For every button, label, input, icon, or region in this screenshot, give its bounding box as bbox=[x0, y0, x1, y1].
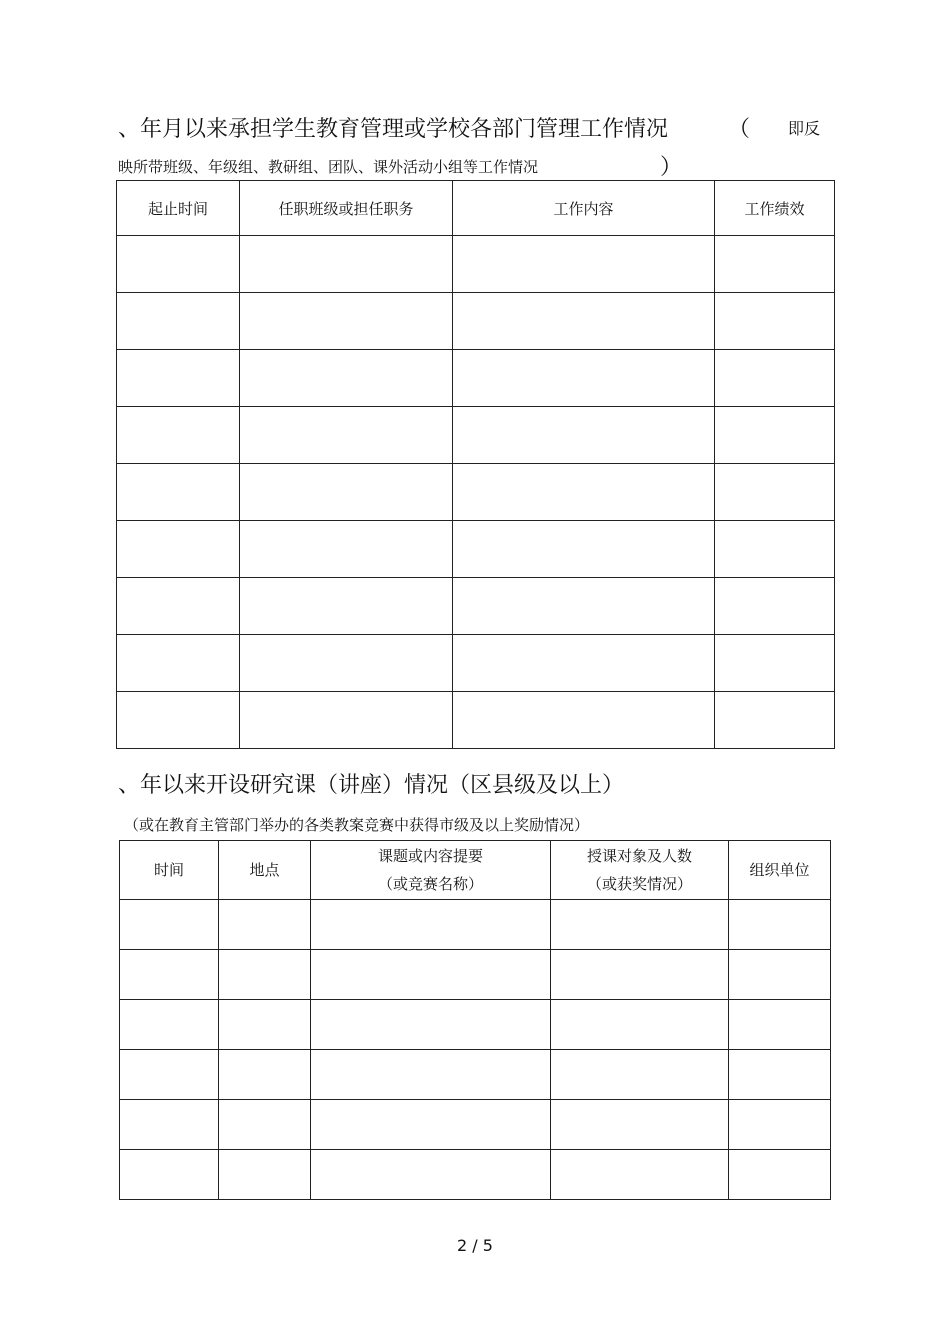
table-header-row bbox=[117, 181, 835, 236]
section2-title: 、年以来开设研究课（讲座）情况（区县级及以上） bbox=[118, 773, 625, 798]
table-cell[interactable] bbox=[240, 692, 453, 749]
table-cell[interactable] bbox=[240, 521, 453, 578]
table-cell[interactable] bbox=[120, 900, 219, 950]
table-cell[interactable] bbox=[240, 407, 453, 464]
table-cell[interactable] bbox=[729, 950, 831, 1000]
table-cell[interactable] bbox=[715, 293, 835, 350]
section1-title: 、年月以来承担学生教育管理或学校各部门管理工作情况 bbox=[118, 117, 669, 142]
table-row bbox=[117, 464, 835, 521]
table-cell[interactable] bbox=[453, 635, 715, 692]
table-row bbox=[117, 350, 835, 407]
table-row bbox=[120, 1150, 831, 1200]
table-cell[interactable] bbox=[453, 464, 715, 521]
table-cell[interactable] bbox=[551, 1100, 729, 1150]
table-cell[interactable] bbox=[117, 578, 240, 635]
header-location bbox=[219, 841, 311, 900]
table-cell[interactable] bbox=[240, 293, 453, 350]
table-cell[interactable] bbox=[551, 1150, 729, 1200]
table-cell[interactable] bbox=[240, 635, 453, 692]
table-cell[interactable] bbox=[219, 1050, 311, 1100]
header-audience-sublabel: （或获奖情况） bbox=[586, 875, 692, 893]
table-cell[interactable] bbox=[715, 635, 835, 692]
header-position: 任职班级或担任职务 bbox=[240, 181, 453, 236]
table-cell[interactable] bbox=[311, 1050, 551, 1100]
header-time-label: 时间 bbox=[153, 861, 184, 879]
table-cell[interactable] bbox=[117, 635, 240, 692]
table-cell[interactable] bbox=[551, 950, 729, 1000]
table-cell[interactable] bbox=[117, 521, 240, 578]
table-cell[interactable] bbox=[120, 1050, 219, 1100]
section2-note: （或在教育主管部门举办的各类教案竞赛中获得市级及以上奖励情况） bbox=[124, 816, 590, 834]
header-topic-label: 课题或内容提要 bbox=[377, 847, 483, 865]
table-cell[interactable] bbox=[715, 236, 835, 293]
header-topic bbox=[311, 841, 551, 900]
section1-subtitle: 映所带班级、年级组、教研组、团队、课外活动小组等工作情况 bbox=[118, 158, 539, 176]
table-cell[interactable] bbox=[120, 1150, 219, 1200]
table-cell[interactable] bbox=[219, 950, 311, 1000]
table-cell[interactable] bbox=[715, 407, 835, 464]
section1-paren-close: ） bbox=[660, 155, 683, 180]
table-cell[interactable] bbox=[551, 1050, 729, 1100]
table-cell[interactable] bbox=[240, 350, 453, 407]
table-cell[interactable] bbox=[219, 900, 311, 950]
page-number: 2 / 5 bbox=[457, 1236, 493, 1255]
table-cell[interactable] bbox=[311, 1100, 551, 1150]
table-row bbox=[120, 1100, 831, 1150]
table-row bbox=[120, 1050, 831, 1100]
section1-title-tail: 即反 bbox=[788, 119, 821, 138]
management-work-table bbox=[116, 180, 835, 749]
table-row bbox=[117, 293, 835, 350]
table-row bbox=[117, 692, 835, 749]
table-cell[interactable] bbox=[551, 900, 729, 950]
table-row bbox=[117, 635, 835, 692]
table-cell[interactable] bbox=[219, 1100, 311, 1150]
table-cell[interactable] bbox=[715, 578, 835, 635]
header-time bbox=[120, 841, 219, 900]
table-cell[interactable] bbox=[715, 521, 835, 578]
table-cell[interactable] bbox=[117, 293, 240, 350]
table-cell[interactable] bbox=[453, 236, 715, 293]
table-cell[interactable] bbox=[120, 950, 219, 1000]
table-row bbox=[120, 950, 831, 1000]
table-cell[interactable] bbox=[715, 350, 835, 407]
table-row bbox=[117, 407, 835, 464]
table-cell[interactable] bbox=[219, 1150, 311, 1200]
table-header-row bbox=[120, 841, 831, 900]
table-cell[interactable] bbox=[729, 900, 831, 950]
table-cell[interactable] bbox=[117, 236, 240, 293]
table-cell[interactable] bbox=[453, 350, 715, 407]
table-cell[interactable] bbox=[311, 950, 551, 1000]
header-location-label: 地点 bbox=[249, 861, 280, 879]
table-cell[interactable] bbox=[240, 464, 453, 521]
header-audience bbox=[551, 841, 729, 900]
table-cell[interactable] bbox=[453, 692, 715, 749]
table-cell[interactable] bbox=[729, 1150, 831, 1200]
table-cell[interactable] bbox=[729, 1100, 831, 1150]
table-cell[interactable] bbox=[117, 692, 240, 749]
header-topic-sublabel: （或竞赛名称） bbox=[377, 875, 483, 893]
header-audience-label: 授课对象及人数 bbox=[586, 847, 692, 865]
header-performance: 工作绩效 bbox=[715, 181, 835, 236]
header-organizer-label: 组织单位 bbox=[749, 861, 810, 879]
research-lesson-table bbox=[119, 840, 831, 1200]
table-cell[interactable] bbox=[240, 236, 453, 293]
table-cell[interactable] bbox=[453, 578, 715, 635]
table-cell[interactable] bbox=[453, 407, 715, 464]
table-cell[interactable] bbox=[311, 1150, 551, 1200]
table-row bbox=[117, 236, 835, 293]
table-cell[interactable] bbox=[551, 1000, 729, 1050]
header-content: 工作内容 bbox=[453, 181, 715, 236]
table-row bbox=[120, 900, 831, 950]
table-cell[interactable] bbox=[729, 1050, 831, 1100]
header-period: 起止时间 bbox=[117, 181, 240, 236]
table-cell[interactable] bbox=[311, 900, 551, 950]
table-cell[interactable] bbox=[117, 350, 240, 407]
table-cell[interactable] bbox=[715, 464, 835, 521]
table-cell[interactable] bbox=[453, 521, 715, 578]
table-cell[interactable] bbox=[729, 1000, 831, 1050]
table-row bbox=[120, 1000, 831, 1050]
table-cell[interactable] bbox=[120, 1100, 219, 1150]
table-cell[interactable] bbox=[117, 464, 240, 521]
table-cell[interactable] bbox=[117, 407, 240, 464]
table-row bbox=[117, 521, 835, 578]
table-cell[interactable] bbox=[311, 1000, 551, 1050]
header-organizer bbox=[729, 841, 831, 900]
table-cell[interactable] bbox=[120, 1000, 219, 1050]
section1-paren-open: （ bbox=[728, 117, 751, 142]
table-cell[interactable] bbox=[715, 692, 835, 749]
table-cell[interactable] bbox=[219, 1000, 311, 1050]
table-cell[interactable] bbox=[453, 293, 715, 350]
table-row bbox=[117, 578, 835, 635]
table-cell[interactable] bbox=[240, 578, 453, 635]
